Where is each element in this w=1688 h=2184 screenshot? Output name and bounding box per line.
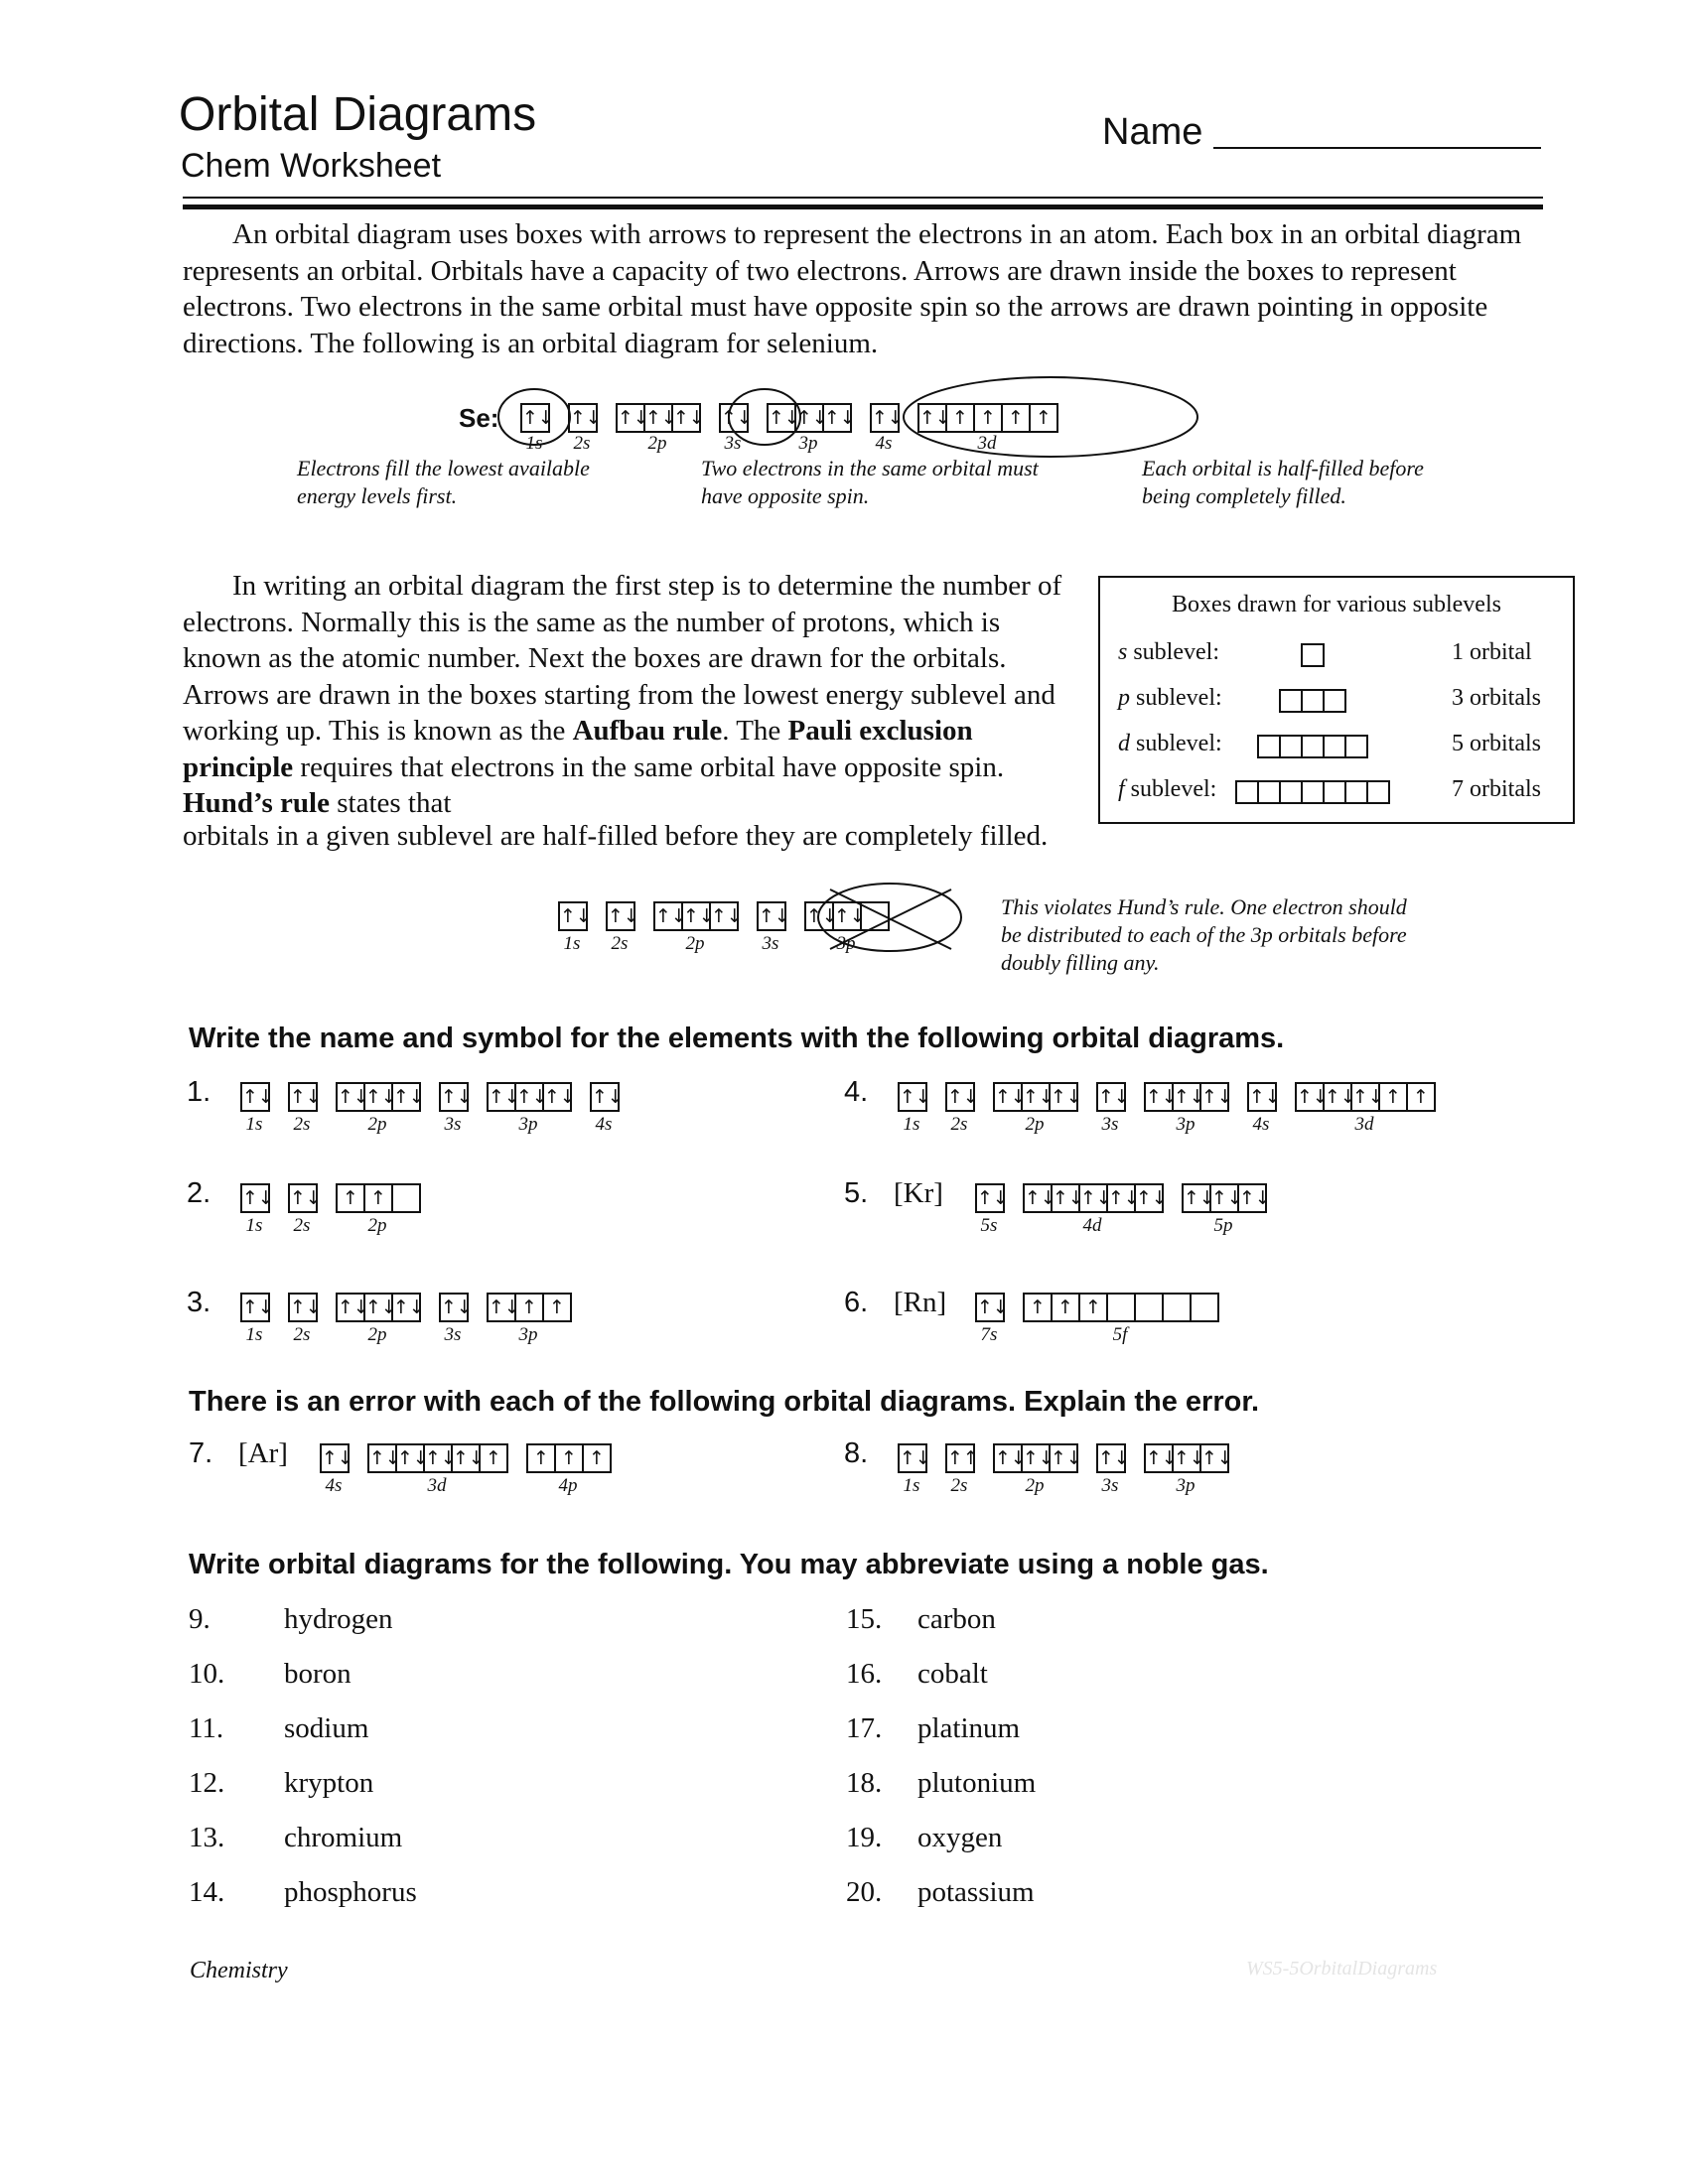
orbital-box-2p: ↑↓ [1021,1443,1051,1473]
oval-1s [498,389,570,445]
sublevel-label-2s: 2s [293,1215,311,1236]
list-item-number: 16. [846,1658,883,1690]
hund-term: Hund’s rule [183,787,330,819]
orbital-box-2s: ↑↓ [288,1183,318,1213]
sublevel-empty-box [1301,735,1325,758]
rules-paragraph [183,568,1076,822]
sublevel-label-3s: 3s [444,1114,462,1135]
list-item-element: sodium [284,1712,369,1744]
orbital-box-2p: ↑↓ [671,403,701,433]
question-number: 8. [844,1437,869,1469]
list-item-element: krypton [284,1767,374,1799]
list-item-element: cobalt [917,1658,988,1690]
sublevel-empty-box [1279,780,1303,804]
orbital-box-3s: ↑↓ [757,901,786,931]
sublevel-empty-box [1301,643,1325,667]
sublevel-label-3d: 3d [427,1475,447,1496]
question-number: 1. [187,1076,211,1108]
sublevel-row-label [1118,776,1216,803]
orbital-box-3p: ↑↓ [542,1082,572,1112]
orbital-box-3d: ↑↓ [917,403,947,433]
rules-last-line: orbitals in a given sublevel are half-filled before they are completely filled. [183,820,1049,852]
sublevel-empty-box [1323,780,1346,804]
sublevel-label-3p: 3p [518,1324,538,1345]
list-item-element: oxygen [917,1822,1003,1853]
question-number: 2. [187,1177,211,1209]
sublevel-label-1s: 1s [525,433,543,454]
list-item-element: chromium [284,1822,403,1853]
sublevel-orbital-count: 7 orbitals [1452,776,1541,802]
question-number: 7. [189,1437,213,1469]
rules-text-1: In writing an orbital diagram the first step is to determine the number of electrons. Normally this is the same as the number of protons, which is known as the atomic number. Next the boxes are drawn for the orbitals. Arrows are drawn in the boxes starting from the lowest energy sublevel and working up. This is known as the [183,570,1062,747]
orbital-box-4p: ↑ [554,1443,584,1473]
noble-gas-prefix: [Kr] [894,1177,943,1209]
sublevel-reference-box [1098,576,1575,824]
orbital-box-5p: ↑↓ [1209,1183,1239,1213]
orbital-box-1s: ↑↓ [240,1293,270,1322]
list-item-number: 14. [189,1876,225,1908]
sublevel-orbital-count: 5 orbitals [1452,731,1541,756]
orbital-box-3d: ↑↓ [1295,1082,1325,1112]
sublevel-empty-box [1257,735,1281,758]
orbital-box-2p: ↑↓ [391,1082,421,1112]
se-caption-aufbau: Electrons fill the lowest available energy levels first. [297,456,590,508]
question-number: 5. [844,1177,869,1209]
orbital-box-3p: ↑↓ [804,901,834,931]
orbital-box-5s: ↑↓ [975,1183,1005,1213]
question-number: 6. [844,1287,869,1318]
sublevel-empty-box [1279,735,1303,758]
orbital-box-5f: ↑ [1051,1293,1080,1322]
orbital-box-5f: ↑ [1078,1293,1108,1322]
list-item-number: 20. [846,1876,883,1908]
orbital-box-5p: ↑↓ [1237,1183,1267,1213]
orbital-box-3d: ↑ [945,403,975,433]
orbital-box-4p: ↑ [526,1443,556,1473]
sublevel-label-3p: 3p [1176,1475,1196,1496]
rules-text-4: states that [330,787,452,819]
sublevel-empty-box [1301,689,1325,713]
sublevel-label-2s: 2s [611,933,629,954]
sublevel-label-2p: 2p [1025,1475,1045,1496]
orbital-box-2p: ↑↓ [1021,1082,1051,1112]
worksheet-subtitle: Chem Worksheet [181,147,442,185]
sublevel-word: sublevel: [1124,776,1217,802]
orbital-box-3p: ↑↓ [1172,1443,1201,1473]
list-item-number: 12. [189,1767,225,1799]
orbital-box-2p: ↑↓ [993,1443,1023,1473]
sublevel-label-3s: 3s [444,1324,462,1345]
orbital-box-3p: ↑↓ [767,403,796,433]
question-number: 3. [187,1287,211,1318]
sublevel-label-3s: 3s [1101,1475,1119,1496]
orbital-box-2p: ↑↓ [709,901,739,931]
orbital-box-4d: ↑↓ [1134,1183,1164,1213]
orbital-box-2p: ↑↓ [653,901,683,931]
orbital-box-3p: ↑↓ [822,403,852,433]
orbital-box-1s: ↑↓ [898,1082,927,1112]
orbital-box-2p: ↑↓ [616,403,645,433]
sublevel-letter: d [1118,731,1130,756]
sublevel-row-label [1118,731,1222,757]
sublevel-orbital-count: 3 orbitals [1452,685,1541,711]
orbital-box-3p: ↑↓ [1199,1443,1229,1473]
orbital-box-2s: ↑↓ [568,403,598,433]
sublevel-empty-box [1323,689,1346,713]
sublevel-label-2p: 2p [1025,1114,1045,1135]
noble-gas-prefix: [Rn] [894,1287,947,1318]
sublevel-label-5p: 5p [1213,1215,1233,1236]
sublevel-label-4d: 4d [1082,1215,1102,1236]
orbital-box-3d: ↑↓ [451,1443,481,1473]
worksheet-title: Orbital Diagrams [179,88,537,141]
sublevel-label-1s: 1s [903,1475,920,1496]
list-item-element: plutonium [917,1767,1037,1799]
orbital-box-2p: ↑↓ [336,1082,365,1112]
sublevel-label-3d: 3d [977,433,997,454]
sublevel-label-2p: 2p [367,1324,387,1345]
intro-paragraph: An orbital diagram uses boxes with arrows to represent the electrons in an atom. Each box in an orbital diagram represents an orbital. Orbitals have a capacity of two electrons. Arrows are drawn inside the boxes to represent electrons. Two electrons in the same orbital must have opposite spin so the arrows are drawn pointing in opposite directions. The following is an orbital diagram for selenium. [183,218,1522,359]
aufbau-term: Aufbau rule [572,715,723,747]
sublevel-empty-box [1344,780,1368,804]
sublevel-empty-box [1301,780,1325,804]
sublevel-empty-box [1344,735,1368,758]
orbital-box-3p: ↑↓ [1144,1082,1174,1112]
sublevel-row-label [1118,685,1222,712]
orbital-box-5p: ↑↓ [1182,1183,1211,1213]
orbital-box-2p: ↑↓ [643,403,673,433]
orbital-box-2p: ↑↓ [993,1082,1023,1112]
sublevel-label-2p: 2p [685,933,705,954]
orbital-box-1s: ↑↓ [240,1183,270,1213]
sublevel-label-3s: 3s [724,433,742,454]
orbital-box-2p: ↑↓ [1049,1082,1078,1112]
sublevel-label-3p: 3p [836,933,856,954]
orbital-box-5f [1162,1293,1192,1322]
sublevel-empty-box [1366,780,1390,804]
sublevel-label-5s: 5s [980,1215,998,1236]
section2-heading: There is an error with each of the following orbital diagrams. Explain the error. [189,1386,1260,1418]
list-item-number: 11. [189,1712,224,1744]
orbital-box-3p: ↑↓ [487,1082,516,1112]
sublevel-box-title: Boxes drawn for various sublevels [1172,592,1501,617]
orbital-box-3p: ↑↓ [1172,1082,1201,1112]
sublevel-label-3p: 3p [1176,1114,1196,1135]
orbital-box-5f: ↑ [1023,1293,1053,1322]
orbital-box-3d: ↑↓ [367,1443,397,1473]
sublevel-label-1s: 1s [903,1114,920,1135]
sublevel-label-4s: 4s [1252,1114,1270,1135]
orbital-box-4d: ↑↓ [1023,1183,1053,1213]
orbital-box-1s: ↑↓ [240,1082,270,1112]
orbital-box-3s: ↑↓ [439,1293,469,1322]
list-item-element: boron [284,1658,352,1690]
orbital-box-2s: ↑↓ [606,901,635,931]
orbital-box-3p: ↑↓ [487,1293,516,1322]
orbital-box-7s: ↑↓ [975,1293,1005,1322]
footer-filename: WS5-5OrbitalDiagrams [1246,1958,1438,1979]
list-item-element: carbon [917,1603,996,1635]
list-item-element: platinum [917,1712,1021,1744]
sublevel-label-2s: 2s [950,1475,968,1496]
orbital-box-3d: ↑ [1378,1082,1408,1112]
orbital-box-3p: ↑↓ [794,403,824,433]
section1-heading: Write the name and symbol for the elements with the following orbital diagrams. [189,1023,1285,1054]
sublevel-label-1s: 1s [245,1324,263,1345]
pauli-term: Pauli exclusion principle [183,715,973,783]
sublevel-label-3s: 3s [1101,1114,1119,1135]
orbital-box-4s: ↑↓ [590,1082,620,1112]
sublevel-empty-box [1257,780,1281,804]
orbital-box-2s: ↑↓ [288,1082,318,1112]
sublevel-label-2p: 2p [367,1114,387,1135]
orbital-box-2s: ↑↓ [945,1082,975,1112]
rules-text-2: . The [722,715,788,747]
orbital-box-3d: ↑ [1029,403,1058,433]
orbital-box-3p: ↑ [514,1293,544,1322]
orbital-box-3d: ↑ [1406,1082,1436,1112]
sublevel-letter: p [1118,685,1130,711]
sublevel-label-4s: 4s [325,1475,343,1496]
sublevel-label-3s: 3s [762,933,779,954]
sublevel-empty-box [1323,735,1346,758]
sublevel-label-5f: 5f [1112,1324,1128,1345]
orbital-box-3d: ↑ [479,1443,508,1473]
list-item-number: 17. [846,1712,883,1744]
question-number: 4. [844,1076,869,1108]
orbital-box-3p: ↑↓ [1144,1443,1174,1473]
orbital-box-2p [391,1183,421,1213]
orbital-box-1s: ↑↓ [898,1443,927,1473]
sublevel-letter: s [1118,639,1128,665]
se-caption-hund: Each orbital is half-filled before being completely filled. [1142,456,1424,508]
sublevel-letter: f [1118,776,1125,802]
orbital-box-3p: ↑↓ [1199,1082,1229,1112]
rules-text-3: requires that electrons in the same orbital have opposite spin. [293,751,1005,783]
orbital-box-3d: ↑↓ [1323,1082,1352,1112]
footer-subject: Chemistry [190,1958,288,1983]
sublevel-label-2s: 2s [293,1324,311,1345]
orbital-box-3d: ↑ [1001,403,1031,433]
list-item-number: 18. [846,1767,883,1799]
sublevel-label-2p: 2p [647,433,667,454]
orbital-box-3s: ↑↓ [439,1082,469,1112]
orbital-box-3d: ↑↓ [395,1443,425,1473]
orbital-box-4p: ↑ [582,1443,612,1473]
sublevel-word: sublevel: [1130,731,1222,756]
orbital-box-4s: ↑↓ [870,403,900,433]
orbital-box-4d: ↑↓ [1106,1183,1136,1213]
section3-heading: Write orbital diagrams for the following. You may abbreviate using a noble gas. [189,1549,1269,1580]
orbital-box-3p: ↑ [542,1293,572,1322]
orbital-box-3s: ↑↓ [719,403,749,433]
hund-caption: This violates Hund’s rule. One electron should be distributed to each of the 3p orbitals before doubly filling any. [1001,894,1407,975]
sublevel-label-2s: 2s [293,1114,311,1135]
orbital-box-4s: ↑↓ [1247,1082,1277,1112]
sublevel-label-4s: 4s [595,1114,613,1135]
orbital-box-5f [1106,1293,1136,1322]
sublevel-label-2p: 2p [367,1215,387,1236]
orbital-box-2p: ↑↓ [391,1293,421,1322]
orbital-box-3p: ↑↓ [832,901,862,931]
sublevel-label-3p: 3p [798,433,818,454]
oval-3d [904,377,1197,457]
orbital-box-2s: ↑↓ [288,1293,318,1322]
name-label: Name [1102,111,1203,153]
sublevel-label-1s: 1s [563,933,581,954]
orbital-box-3d: ↑↓ [1350,1082,1380,1112]
list-item-number: 13. [189,1822,225,1853]
orbital-box-3p [860,901,890,931]
orbital-box-3p: ↑↓ [514,1082,544,1112]
orbital-box-4d: ↑↓ [1051,1183,1080,1213]
orbital-box-3s: ↑↓ [1096,1082,1126,1112]
list-item-number: 15. [846,1603,883,1635]
list-item-element: phosphorus [284,1876,417,1908]
orbital-box-3s: ↑↓ [1096,1443,1126,1473]
list-item-element: potassium [917,1876,1035,1908]
sublevel-empty-box [1279,689,1303,713]
sublevel-label-2s: 2s [950,1114,968,1135]
sublevel-label-4p: 4p [558,1475,578,1496]
noble-gas-prefix: [Ar] [238,1437,288,1469]
sublevel-row-label [1118,639,1219,666]
sublevel-label-2s: 2s [573,433,591,454]
sublevel-label-1s: 1s [245,1114,263,1135]
sublevel-label-1s: 1s [245,1215,263,1236]
sublevel-label-3p: 3p [518,1114,538,1135]
orbital-box-5f [1134,1293,1164,1322]
orbital-box-2p: ↑ [336,1183,365,1213]
sublevel-label-7s: 7s [980,1324,998,1345]
orbital-box-5f [1190,1293,1219,1322]
orbital-box-2p: ↑ [363,1183,393,1213]
orbital-box-2p: ↑↓ [363,1082,393,1112]
orbital-box-1s: ↑↓ [520,403,550,433]
sublevel-label-4s: 4s [875,433,893,454]
orbital-box-2p: ↑↓ [363,1293,393,1322]
orbital-box-3d: ↑↓ [423,1443,453,1473]
orbital-box-2s: ↑↑ [945,1443,975,1473]
list-item-number: 19. [846,1822,883,1853]
sublevel-word: sublevel: [1127,639,1219,665]
se-label: Se: [459,403,499,433]
list-item-number: 10. [189,1658,225,1690]
sublevel-label-3d: 3d [1354,1114,1374,1135]
sublevel-empty-box [1235,780,1259,804]
orbital-box-3d: ↑ [973,403,1003,433]
orbital-box-2p: ↑↓ [681,901,711,931]
orbital-box-2p: ↑↓ [1049,1443,1078,1473]
sublevel-orbital-count: 1 orbital [1452,639,1532,665]
oval-3s [729,389,800,445]
orbital-box-4s: ↑↓ [320,1443,350,1473]
list-item-element: hydrogen [284,1603,393,1635]
orbital-box-1s: ↑↓ [558,901,588,931]
orbital-box-4d: ↑↓ [1078,1183,1108,1213]
sublevel-word: sublevel: [1130,685,1222,711]
orbital-box-2p: ↑↓ [336,1293,365,1322]
list-item-number: 9. [189,1603,211,1635]
se-caption-pauli: Two electrons in the same orbital must have opposite spin. [701,456,1039,508]
